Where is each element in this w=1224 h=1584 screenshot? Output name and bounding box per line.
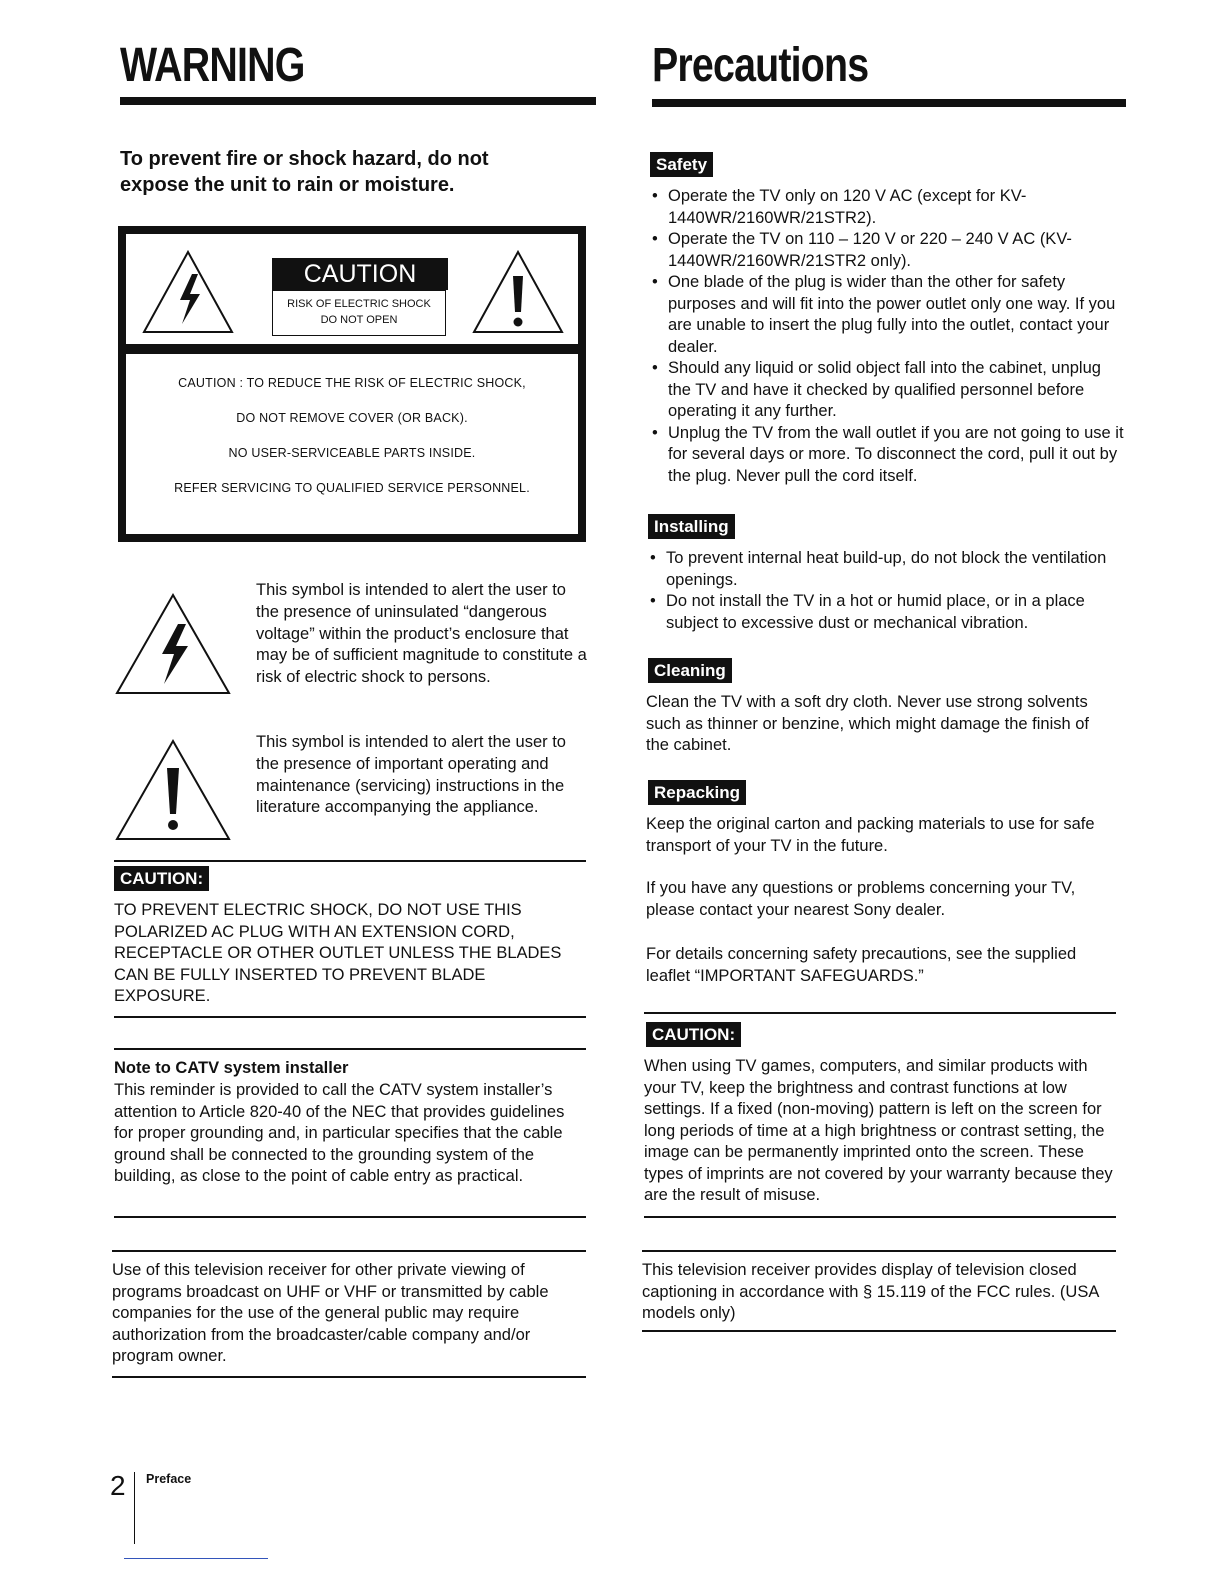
private-viewing-bottom-rule [112,1376,586,1378]
safety-item: • Should any liquid or solid object fall into the cabinet, unplug the TV and have it checked by qualified personnel before operating it any further. [648,358,1124,423]
catv-bottom-rule [114,1216,586,1218]
repacking-label: Repacking [648,780,746,805]
exclamation-symbol-description: This symbol is intended to alert the user to the presence of important operating and maintenance (servicing) instructions in the literature accompanying the appliance. [256,733,566,817]
safety-label: Safety [650,152,713,177]
warning-caution-label: CAUTION: [114,866,209,891]
installing-label: Installing [648,514,735,539]
precautions-caution-label: CAUTION: [646,1022,741,1047]
lightning-symbol-description: This symbol is intended to alert the user to the presence of uninsulated “dangerous voltage” within the product’s enclosure that may be of sufficient magnitude to constitute a risk of electric shock to persons. [256,581,587,687]
captioning-top-rule [642,1250,1116,1252]
catv-text: This reminder is provided to call the CATV system installer’s attention to Article 820-40 of the NEC that provides guidelines for proper grounding and, in particular specifies that the cable ground shall be connected to the grounding system of the building, as close to the point of cable entry as practical. [114,1081,565,1185]
lightning-triangle-icon [140,248,236,336]
cleaning-text: Clean the TV with a soft dry cloth. Never use strong solvents such as thinner or benzine, which might damage the finish of the cabinet. [646,693,1090,754]
precautions-caution-text: When using TV games, computers, and similar products with your TV, keep the brightness and contrast functions at low settings. If a fixed (non-moving) pattern is left on the screen for long periods of time at a high brightness or contrast setting, the image can be permanently imprinted onto the screen. These types of imprints are not covered by your warranty because they are the result of misuse. [644,1057,1113,1204]
warning-intro: To prevent fire or shock hazard, do not expose the unit to rain or moisture. [120,148,489,196]
caution-sub-line2: DO NOT OPEN [320,314,398,326]
catv-top-rule [114,1048,586,1050]
safety-item: • Operate the TV on 110 – 120 V or 220 – 240 V AC (KV-1440WR/2160WR/21STR2 only). [648,229,1124,272]
caution-word: CAUTION [272,258,448,290]
repacking-text: Keep the original carton and packing materials to use for safe transport of your TV in the future. [646,815,1095,855]
caution-bottom-rule [114,1016,586,1018]
safety-item: • Unplug the TV from the wall outlet if you are not going to use it for several days or more. To disconnect the cord, pull it out by the plug. Never pull the cord itself. [648,423,1124,488]
private-viewing-top-rule [112,1250,586,1252]
caution-top-rule [114,860,586,862]
footer-section: Preface [146,1472,192,1486]
cleaning-label: Cleaning [648,658,732,683]
caution-line: CAUTION : TO REDUCE THE RISK OF ELECTRIC SHOCK, [178,376,526,390]
catv-title: Note to CATV system installer [114,1059,349,1077]
exclamation-triangle-icon [470,248,566,336]
footer-blue-line [124,1558,268,1559]
safety-item: • One blade of the plug is wider than the other for safety purposes and will fit into the power outlet only one way. If you are unable to insert the plug fully into the outlet, contact your dealer. [648,272,1124,358]
caution-label-top [126,234,578,344]
precautions-caution-top-rule [644,1012,1116,1014]
warning-title: WARNING [120,39,305,92]
dangerous-voltage-symbol-icon [114,592,232,696]
precautions-title-rule [652,99,1126,107]
warning-caution-text: TO PREVENT ELECTRIC SHOCK, DO NOT USE THIS POLARIZED AC PLUG WITH AN EXTENSION CORD, RECEPTACLE OR OTHER OUTLET UNLESS THE BLADES CAN BE FULLY INSERTED TO PREVENT BLADE EXPOSURE. [114,901,562,1005]
caution-label-box [118,226,586,542]
captioning-bottom-rule [642,1330,1116,1332]
footer-divider [134,1472,135,1544]
precautions-title: Precautions [652,39,869,92]
caution-line: REFER SERVICING TO QUALIFIED SERVICE PERSONNEL. [174,481,530,495]
caution-line: NO USER-SERVICEABLE PARTS INSIDE. [228,446,476,460]
private-viewing-text: Use of this television receiver for other private viewing of programs broadcast on UHF or VHF or transmitted by cable companies for the use of the general public may require authorization from the broadcaster/cable company and/or program owner. [112,1261,549,1365]
questions-text: If you have any questions or problems concerning your TV, please contact your nearest Sony dealer. [646,879,1076,919]
warning-title-rule [120,97,596,105]
safety-item: • Operate the TV only on 120 V AC (except for KV-1440WR/2160WR/21STR2). [648,186,1124,229]
precautions-caution-bottom-rule [644,1216,1116,1218]
details-text: For details concerning safety precautions, see the supplied leaflet “IMPORTANT SAFEGUARDS.” [646,945,1077,985]
installing-item: • Do not install the TV in a hot or humid place, or in a place subject to excessive dust or mechanical vibration. [646,591,1122,634]
caution-sub-text [272,290,446,336]
installing-list [646,548,1122,634]
important-instructions-symbol-icon [114,738,232,842]
safety-list [648,186,1124,487]
installing-item: • To prevent internal heat build-up, do not block the ventilation openings. [646,548,1122,591]
caution-line: DO NOT REMOVE COVER (OR BACK). [236,411,468,425]
caution-label-text [126,354,578,534]
page-number: 2 [110,1470,126,1501]
caution-sub-line1: RISK OF ELECTRIC SHOCK [287,298,431,310]
captioning-text: This television receiver provides display of television closed captioning in accordance with § 15.119 of the FCC rules. (USA models only) [642,1261,1099,1322]
